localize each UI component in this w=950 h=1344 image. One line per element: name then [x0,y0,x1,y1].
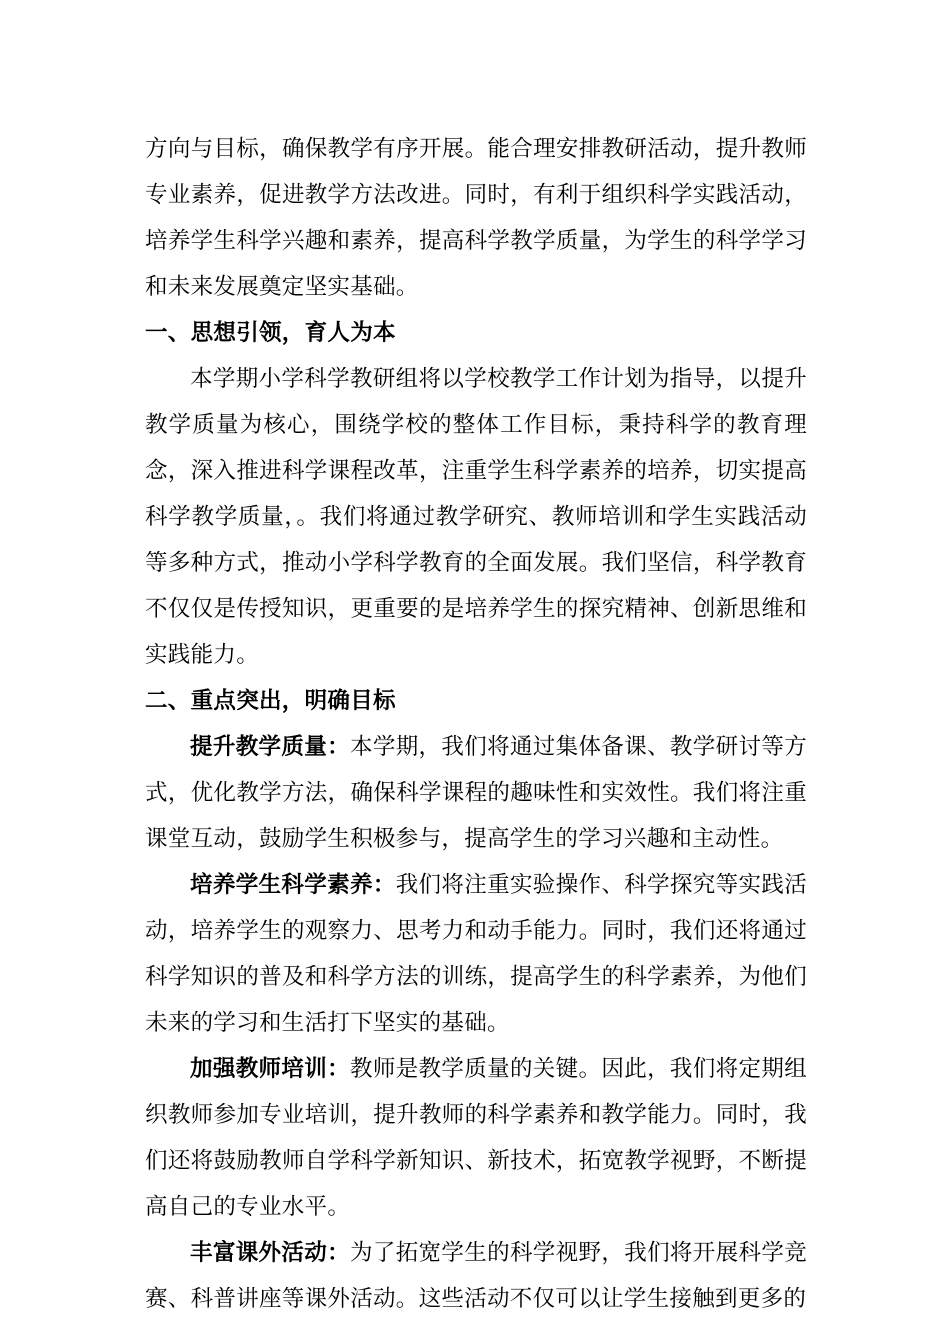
goal-paragraph-teacher-training [145,1046,807,1230]
goal-paragraph-scientific-literacy [145,862,807,1046]
goal-lead-scientific-literacy: 培养学生科学素养： [190,872,396,898]
goal-lead-teaching-quality: 提升教学质量： [190,734,350,760]
goal-paragraph-teaching-quality [145,724,807,862]
goal-paragraph-extracurricular [145,1230,807,1322]
section-heading-1: 一、思想引领，育人为本 [145,320,396,346]
goal-lead-extracurricular: 丰富课外活动： [190,1240,350,1266]
document-page [145,126,807,1322]
goal-text-teaching-quality: 本学期，我们将通过集体备课、教学研讨等方式，优化教学方法，确保科学课程的趣味性和实效性。我们将注重课堂互动，鼓励学生积极参与，提高学生的学习兴趣和主动性。 [145,734,807,852]
goal-lead-teacher-training: 加强教师培训： [190,1056,350,1082]
goal-text-extracurricular: 为了拓宽学生的科学视野，我们将开展科学竞赛、科普讲座等课外活动。这些活动不仅可以让学生接触到更多的 [145,1240,807,1312]
goal-text-teacher-training: 教师是教学质量的关键。因此，我们将定期组织教师参加专业培训，提升教师的科学素养和教学能力。同时，我们还将鼓励教师自学科学新知识、新技术，拓宽教学视野，不断提高自己的专业水平。 [145,1056,807,1220]
section-1-paragraph: 本学期小学科学教研组将以学校教学工作计划为指导，以提升教学质量为核心，围绕学校的整体工作目标，秉持科学的教育理念，深入推进科学课程改革，注重学生科学素养的培养，切实提高科学教学质量，。我们将通过教学研究、教师培训和学生实践活动等多种方式，推动小学科学教育的全面发展。我们坚信，科学教育不仅仅是传授知识，更重要的是培养学生的探究精神、创新思维和实践能力。 [145,366,807,668]
goal-text-scientific-literacy: 我们将注重实验操作、科学探究等实践活动，培养学生的观察力、思考力和动手能力。同时，我们还将通过科学知识的普及和科学方法的训练，提高学生的科学素养，为他们未来的学习和生活打下坚实的基础。 [145,872,807,1036]
intro-paragraph: 方向与目标，确保教学有序开展。能合理安排教研活动，提升教师专业素养，促进教学方法改进。同时，有利于组织科学实践活动，培养学生科学兴趣和素养，提高科学教学质量，为学生的科学学习和未来发展奠定坚实基础。 [145,136,807,300]
section-heading-2: 二、重点突出，明确目标 [145,688,396,714]
